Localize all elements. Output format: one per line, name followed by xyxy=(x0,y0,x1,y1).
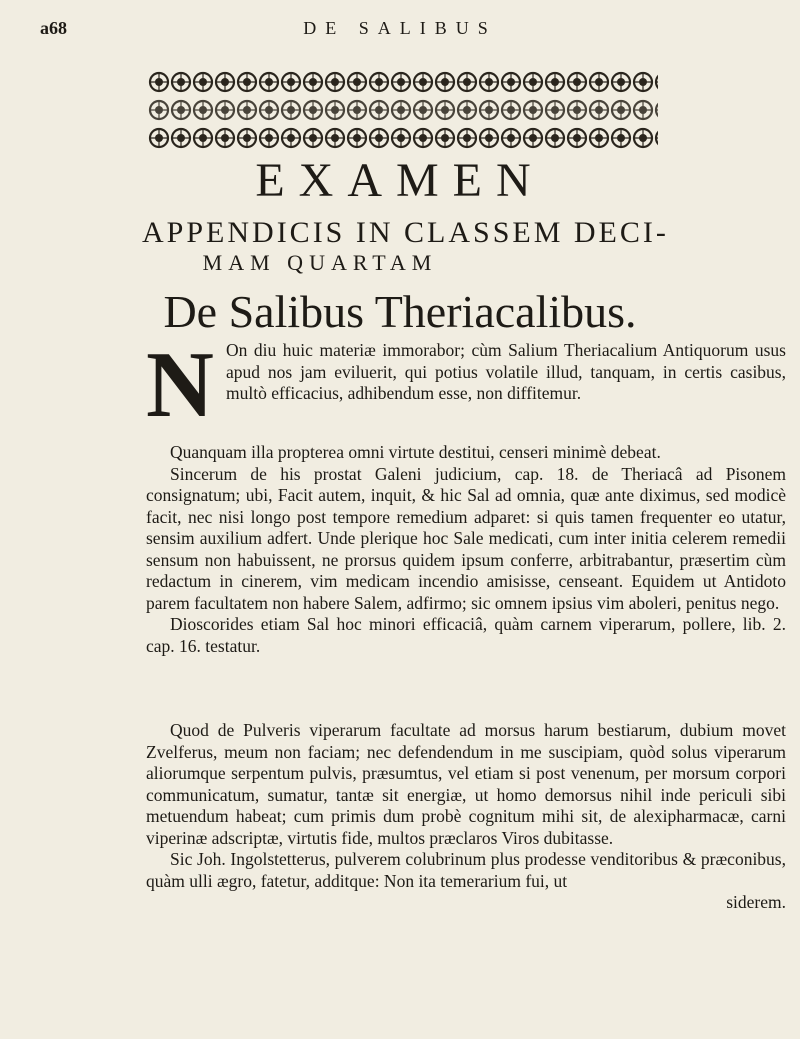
paragraph-2a: Quanquam illa propterea omni virtute destitui, censeri minimè debeat. xyxy=(170,442,661,462)
paragraph-3a: Quod de Pulveris viperarum facultate ad morsus harum bestiarum, dubium movet Zvelferus, meum non faciam; nec defendendum in me suscipiam, quòd solus viperarum aliorumque serpentum pulvis, præsumtus, vel etiam si post venenum, per morsum corpori communicatum, sumatur, tantæ sit energiæ, ut homo demorsus nihil inde periculi sibi metuendum habeat; cum primis dum probè cognitum mihi sit, de alexipharmacæ, carni viperinæ adscriptæ, virtutis fide, multos præclaros Viros dubitasse. xyxy=(146,720,786,848)
title-examen: EXAMEN xyxy=(255,154,545,207)
title-appendicis: APPENDICIS IN CLASSEM DECI- xyxy=(142,216,669,249)
paragraph-2b: Sincerum de his prostat Galeni judicium, cap. 18. de Theriacâ ad Pisonem consignatum; ubi, Facit autem, inquit, & hic Sal ad omnia, quæ ante diximus, sed modicè facit, nec nisi longo post tempore remedium adparet: si quis tamen frequenter eo utatur, sensim auxilium adfert. Unde plerique hoc Sale medicati, cum inter initia celerem remedii sensum non habuissent, ne prorsus quidem ipsum conferre, arbitrabantur, præsertim cùm redactum in cinerem, vim medicam incendio amisisse, censeant. Equidem ut Antidoto parem facultatem non habere Salem, adfirmo; sic omnem ipsius vim aboleri, penitus nego. xyxy=(146,463,786,613)
catchword: siderem. xyxy=(726,892,786,912)
paragraph-1-text: On diu huic materiæ immorabor; cùm Salium Theriacalium Antiquorum usus apud nos jam eviluerit, qui potius volatile illud, tanquam, in certis casibus, multò efficacius, adhibendum esse, non diffitemur. xyxy=(226,340,786,403)
paragraph-3b: Sic Joh. Ingolstetterus, pulverem colubrinum plus prodesse venditoribus & præconibus, quàm ulli ægro, fatetur, additque: Non ita temerarium fui, ut xyxy=(146,849,786,891)
ornament-band-icon xyxy=(148,68,658,152)
running-title: DE SALIBUS xyxy=(303,18,497,38)
paragraph-2c: Dioscorides etiam Sal hoc minori efficaciâ, quàm carnem viperarum, pollere, lib. 2. cap. 16. testatur. xyxy=(146,614,786,656)
page-number: a68 xyxy=(40,18,67,38)
subtitle: De Salibus Theriacalibus. xyxy=(163,286,637,337)
drop-cap: N xyxy=(146,333,214,437)
title-quartam: MAM QUARTAM xyxy=(202,250,438,275)
paragraph-1 xyxy=(226,340,786,405)
paragraph-3 xyxy=(146,720,786,914)
paragraph-2 xyxy=(146,442,786,657)
